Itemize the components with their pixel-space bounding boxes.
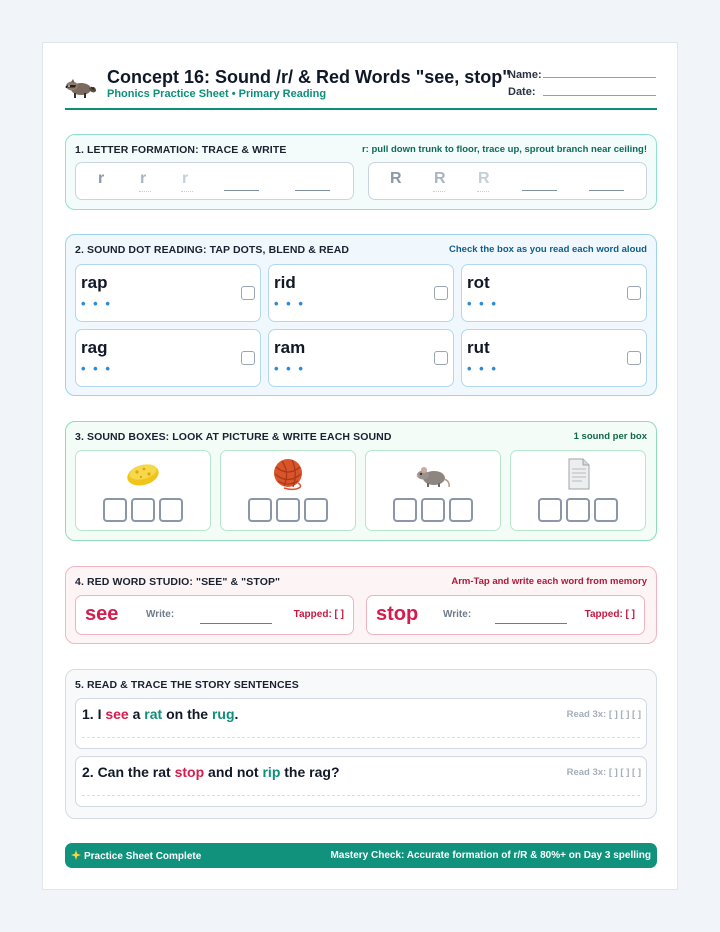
write-label: Write: [443, 609, 472, 620]
page-title: Concept 16: Sound /r/ & Red Words "see, stop" [107, 67, 511, 87]
paper-icon [560, 457, 596, 491]
sound-boxes-section [65, 421, 657, 541]
yarn-ball-icon [270, 457, 306, 491]
trace-guide [181, 191, 193, 192]
story-sentences-section [65, 669, 657, 819]
footer-bar [65, 843, 657, 868]
word-text: rid [274, 273, 296, 292]
trace-letter[interactable]: r [182, 170, 189, 187]
red-word: stop [376, 603, 419, 625]
sentence-text: 1. I see a rat on the rug. [82, 706, 239, 722]
write-line[interactable] [224, 190, 259, 191]
section-title: 3. SOUND BOXES: LOOK AT PICTURE & WRITE EACH SOUND [75, 431, 392, 443]
read-checkbox[interactable] [434, 351, 448, 365]
sound-dot-reading-section [65, 234, 657, 396]
sound-box[interactable] [159, 498, 183, 522]
sound-box[interactable] [304, 498, 328, 522]
sound-box[interactable] [103, 498, 127, 522]
picture-card [510, 450, 646, 531]
date-label: Date: [508, 86, 536, 98]
sound-box[interactable] [131, 498, 155, 522]
sound-box[interactable] [594, 498, 618, 522]
section-note: 1 sound per box [573, 431, 647, 442]
letter-formation-section [65, 134, 657, 210]
read-checkbox[interactable] [241, 351, 255, 365]
word-card [75, 329, 261, 387]
write-line[interactable] [495, 623, 567, 624]
mastery-check: Mastery Check: Accurate formation of r/R & 80%+ on Day 3 spelling [330, 850, 651, 861]
sponge-icon [125, 457, 161, 491]
read-checkbox[interactable] [241, 286, 255, 300]
picture-card [75, 450, 211, 531]
red-word-card-stop [366, 595, 645, 635]
read-checkbox[interactable] [434, 286, 448, 300]
red-word: see [85, 603, 119, 625]
sound-box[interactable] [449, 498, 473, 522]
sound-box[interactable] [421, 498, 445, 522]
sentence-card [75, 698, 647, 749]
sound-box[interactable] [248, 498, 272, 522]
header [65, 63, 657, 110]
sound-box[interactable] [393, 498, 417, 522]
decodable-word: rug [211, 706, 235, 722]
sound-dots[interactable]: • • • [274, 361, 305, 376]
tapped-checkbox[interactable]: Tapped: [ ] [293, 609, 344, 620]
read-checkbox[interactable] [627, 351, 641, 365]
footer-left: Practice Sheet Complete [71, 850, 201, 862]
date-field[interactable] [543, 95, 656, 96]
page-subtitle: Phonics Practice Sheet • Primary Reading [107, 88, 327, 100]
sound-dots[interactable]: • • • [81, 361, 112, 376]
word-card [461, 329, 647, 387]
picture-card [365, 450, 501, 531]
section-note: Arm-Tap and write each word from memory [451, 576, 647, 587]
section-title: 4. RED WORD STUDIO: "SEE" & "STOP" [75, 576, 281, 588]
section-title: 1. LETTER FORMATION: TRACE & WRITE [75, 144, 287, 156]
tapped-checkbox[interactable]: Tapped: [ ] [584, 609, 635, 620]
sound-dots[interactable]: • • • [467, 361, 498, 376]
word-text: rut [467, 338, 490, 357]
red-word-card-see [75, 595, 354, 635]
sentence-text: 2. Can the rat stop and not rip the rag? [82, 764, 340, 780]
trace-letter[interactable]: R [434, 170, 446, 187]
sound-dots[interactable]: • • • [81, 296, 112, 311]
decodable-word: rip [262, 764, 281, 780]
word-card [461, 264, 647, 322]
red-word: see [105, 706, 129, 722]
trace-guide [477, 191, 489, 192]
write-line[interactable] [589, 190, 624, 191]
write-line[interactable] [200, 623, 272, 624]
raccoon-icon [65, 75, 97, 99]
lowercase-trace-card [75, 162, 354, 200]
word-card [75, 264, 261, 322]
rat-icon [415, 457, 451, 491]
sound-dots[interactable]: • • • [274, 296, 305, 311]
sparkle-icon [71, 850, 81, 860]
write-label: Write: [146, 609, 175, 620]
name-field[interactable] [543, 77, 656, 78]
trace-guide [139, 191, 151, 192]
section-note: Check the box as you read each word aloud [449, 244, 647, 255]
sound-dots[interactable]: • • • [467, 296, 498, 311]
red-word: stop [174, 764, 205, 780]
section-title: 2. SOUND DOT READING: TAP DOTS, BLEND & READ [75, 244, 350, 256]
read-3x-checkboxes[interactable]: Read 3x: [ ] [ ] [ ] [566, 767, 641, 778]
uppercase-trace-card [368, 162, 647, 200]
trace-letter[interactable]: R [478, 170, 490, 187]
sound-box[interactable] [566, 498, 590, 522]
word-card [268, 329, 454, 387]
word-text: rap [81, 273, 108, 292]
section-title: 5. READ & TRACE THE STORY SENTENCES [75, 679, 299, 691]
word-text: rag [81, 338, 108, 357]
trace-guide [433, 191, 445, 192]
trace-line[interactable] [82, 737, 640, 738]
trace-line[interactable] [82, 795, 640, 796]
read-3x-checkboxes[interactable]: Read 3x: [ ] [ ] [ ] [566, 709, 641, 720]
sound-box[interactable] [276, 498, 300, 522]
trace-letter[interactable]: r [140, 170, 147, 187]
write-line[interactable] [522, 190, 557, 191]
trace-letter[interactable]: R [390, 170, 402, 187]
section-note: r: pull down trunk to floor, trace up, sprout branch near ceiling! [361, 144, 647, 155]
picture-card [220, 450, 356, 531]
read-checkbox[interactable] [627, 286, 641, 300]
trace-letter[interactable]: r [98, 170, 105, 187]
sentence-card [75, 756, 647, 807]
name-label: Name: [508, 69, 542, 81]
decodable-word: rat [144, 706, 163, 722]
word-text: rot [467, 273, 490, 292]
worksheet [42, 42, 678, 890]
sound-box[interactable] [538, 498, 562, 522]
word-text: ram [274, 338, 306, 357]
red-word-studio-section [65, 566, 657, 644]
word-card [268, 264, 454, 322]
write-line[interactable] [295, 190, 330, 191]
